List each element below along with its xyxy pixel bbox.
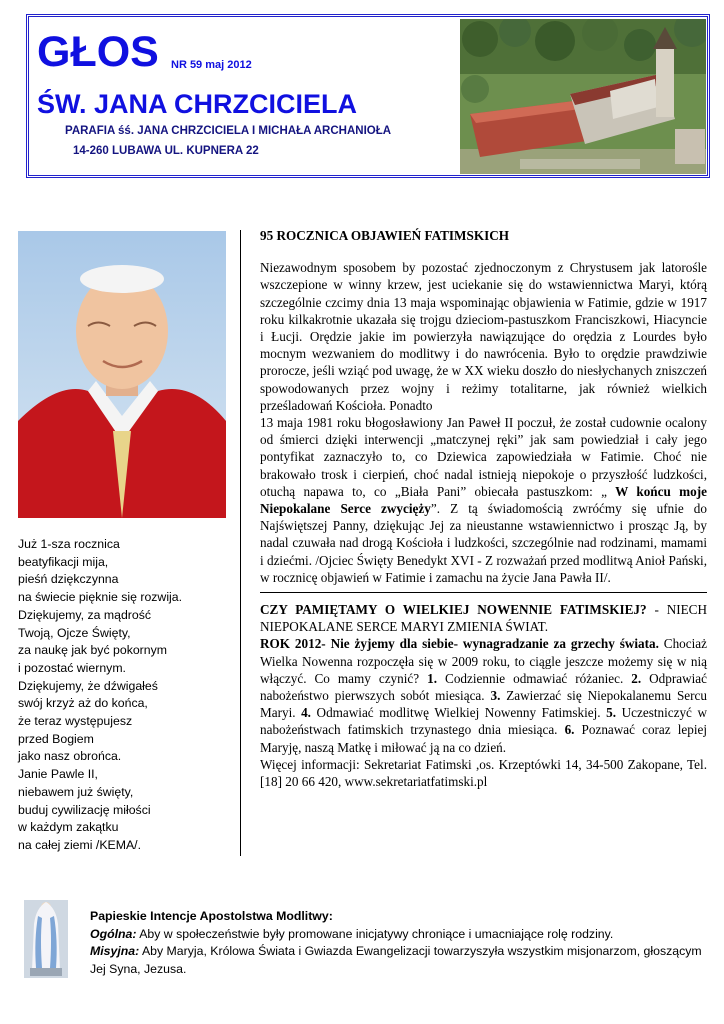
pope-portrait — [18, 231, 226, 518]
masthead — [26, 14, 710, 178]
poem-line: Janie Pawle II, — [18, 767, 98, 782]
poem-line: za naukę jak być pokornym — [18, 643, 168, 658]
newsletter-title: GŁOS — [37, 28, 159, 76]
virgin-mary-statue-image — [24, 900, 68, 978]
poem-line: swój krzyż aż do końca, — [18, 696, 148, 711]
article-paragraph: Niezawodnym sposobem by pozostać zjednoczonym z Chrystusem jak latorośle wszczepione w winny krzew, jest uciekanie się do wstawiennictwa Maryi, którą szczególnie czcimy dnia 13 maja wspominając objawienia w Fatimie, gdzie w 1917 roku kilkakrotnie ukazała się trojgu dzieciom-pastuszkom Franciszkowi, Hiacyncie i Łucji. Orędzie jakie im powierzyła nawiązujące do orędzia z Lourdes było mocnym wezwaniem do modlitwy i do nawrócenia. Było to orędzie prawdziwie prorocze, jeśli wziąć pod uwagę, że w XX wieku doszło do niesłychanych zniszczeń spowodowanych przez wojny i reżimy totalitarne, jak również wielkich prześladowań Kościoła. Ponadto — [260, 260, 707, 413]
poem-line: na świecie pięknie się rozwija. — [18, 590, 183, 605]
poem-line: i pozostać wiernym. — [18, 660, 126, 675]
poem-line: przed Bogiem — [18, 731, 94, 746]
poem-line: Dziękujemy, że dźwigałeś — [18, 678, 158, 693]
nowenna-heading: CZY PAMIĘTAMY O WIELKIEJ NOWENNIE FATIMSKIEJ? - NIECH NIEPOKALANE SERCE MARYI ZMIENIA ŚWIAT. — [260, 602, 707, 635]
poem-line: na całej ziemi /KEMA/. — [18, 837, 142, 852]
article-title: 95 ROCZNICA OBJAWIEŃ FATIMSKICH — [260, 228, 510, 243]
column-divider — [240, 230, 241, 856]
poem-line: niebawem już święty, — [18, 784, 134, 799]
poem — [18, 536, 228, 855]
contact-info: Więcej informacji: Sekretariat Fatimski ,os. Krzeptówki 14, 34-500 Zakopane, Tel.[18] 20 66 420, www.sekretariatfatimski.pl — [260, 756, 707, 790]
poem-line: Twoją, Ojcze Święty, — [18, 625, 131, 640]
poem-line: w każdym zakątku — [18, 820, 119, 835]
article-fatima — [260, 227, 707, 790]
parish-name: PARAFIA śś. JANA CHRZCICIELA I MICHAŁA ARCHANIOŁA — [65, 125, 392, 137]
poem-line: że teraz występujesz — [18, 714, 133, 729]
intention-mission: Misyjna: Aby Maryja, Królowa Świata i Gwiazda Ewangelizacji towarzyszyła wszystkim misjonarzom, głoszącym Jej Syna, Jezusa. — [90, 944, 702, 976]
section-divider — [260, 592, 707, 593]
article-paragraph: 13 maja 1981 roku błogosławiony Jan Paweł II poczuł, że został cudownie ocalony od śmierci dzięki interwencji „matczynej ręki” jak sam powiedział i cały jego pontyfikat zaznaczyło to, co Dziewica zapowiedziała w Fatimie. Choć nie brakowało trosk i cierpień, choć nadal istnieją niepokoje o przyszłość ludzkości, otuchą napawa to, co „Biała Pani” obiecała pastuszkom: „ W końcu moje Niepokalane Serce zwycięży”. Z tą świadomością zwróćmy się ufnie do Najświętszej Panny, dziękując Jej za nieustanne wstawiennictwo i prosząc Ją, by nadal czuwała nad drogą Kościoła i ludzkości, szczególnie nad rodzinami, mamami i dziećmi. /Ojciec Święty Benedykt XVI - Z rozważań przed modlitwą Anioł Pański, w rocznicę objawień w Fatimie i zamachu na życie Jana Pawła II/. — [260, 415, 707, 585]
poem-line: buduj cywilizację miłości — [18, 802, 151, 817]
prayer-intentions — [90, 908, 710, 978]
issue-number: NR 59 maj 2012 — [171, 59, 252, 71]
intentions-title: Papieskie Intencje Apostolstwa Modlitwy: — [90, 909, 333, 923]
poem-line: Już 1-sza rocznica — [18, 537, 120, 551]
poem-line: beatyfikacji mija, — [18, 554, 109, 569]
newsletter-subtitle: ŚW. JANA CHRZCICIELA — [37, 89, 358, 119]
parish-address: 14-260 LUBAWA UL. KUPNERA 22 — [73, 145, 259, 157]
church-photo — [460, 19, 706, 174]
nowenna-paragraph: ROK 2012- Nie żyjemy dla siebie- wynagradzanie za grzechy świata. Chociaż Wielka Nowenna rozpoczęła się w 2009 roku, to ciągle jeszcze możemy się w nią włączyć. Co mamy czynić? 1. Codziennie odmawiać różaniec. 2. Odprawiać nabożeństwo pierwszych sobót miesiąca. 3. Zawierzać się Niepokalanemu Sercu Maryi. 4. Odmawiać modlitwę Wielkiej Nowenny Fatimskiej. 5. Uczestniczyć w nabożeństwach fatimskich trzynastego dnia miesiąca. 6. Poznawać coraz lepiej Maryję, naszą Matkę i miłować ją na co dzień. — [260, 636, 708, 755]
intention-general: Ogólna: Aby w społeczeństwie były promowane inicjatywy chroniące i umacniające rolę rodziny. — [90, 926, 614, 941]
poem-line: pieśń dziękczynna — [18, 572, 119, 587]
poem-line: jako nasz obrońca. — [18, 749, 122, 764]
poem-line: Dziękujemy, za mądrość — [18, 607, 152, 622]
